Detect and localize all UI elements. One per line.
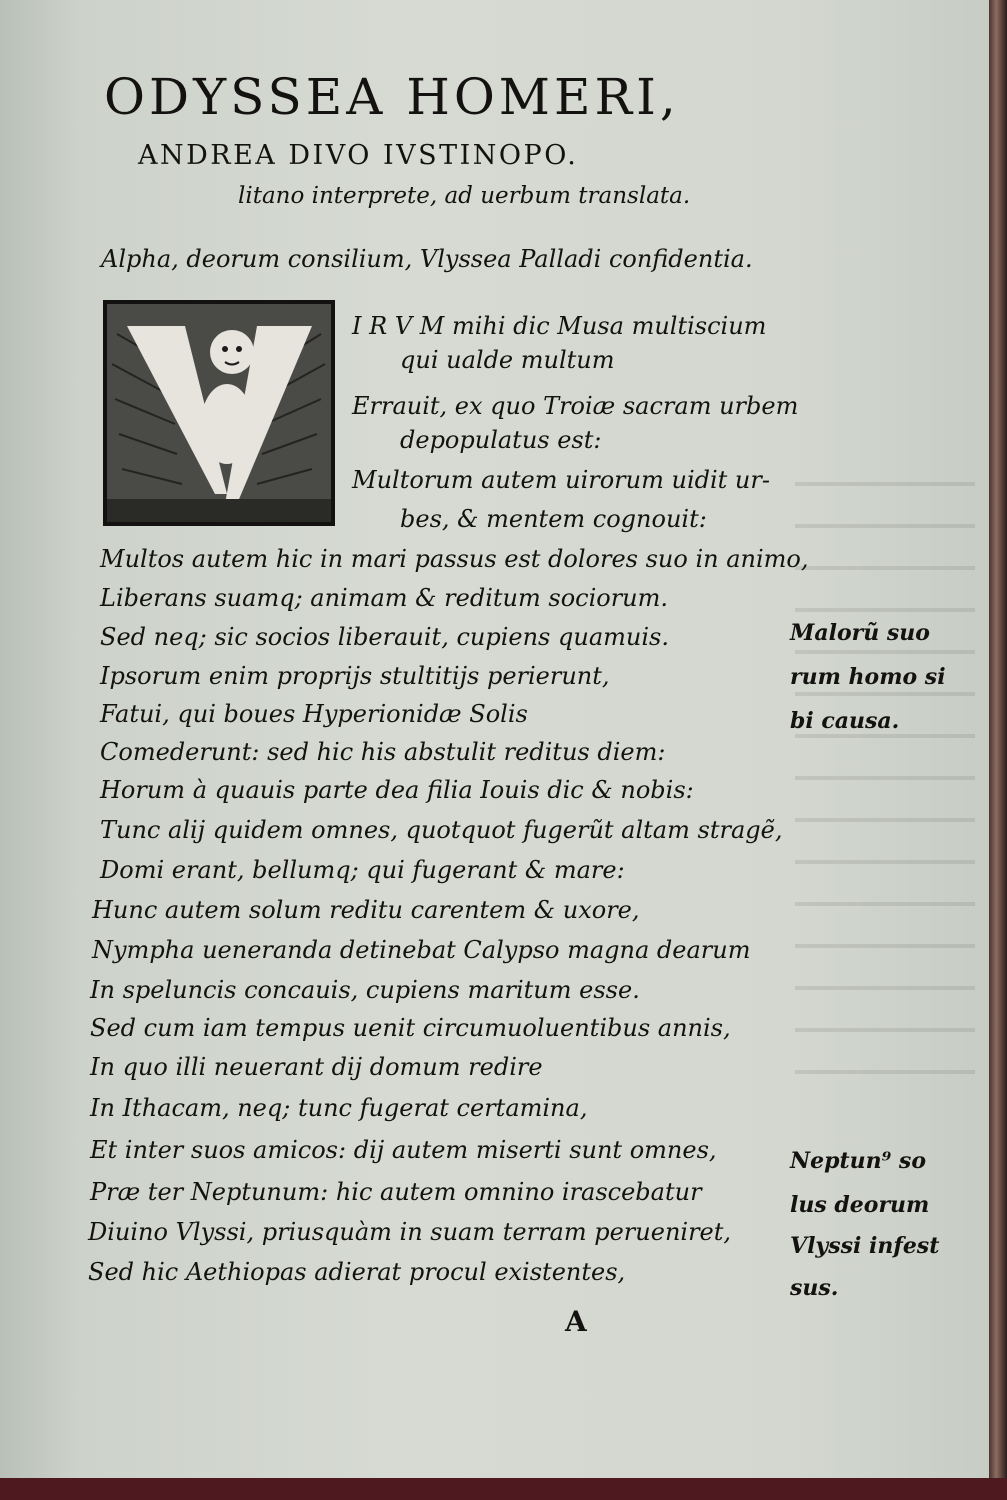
margin-note-line: bi causa. — [790, 708, 900, 734]
verse-line: Horum à quauis parte dea filia Iouis dic & nobis: — [100, 776, 694, 804]
verse-line: In Ithacam, neq; tunc fugerat certamina, — [90, 1094, 588, 1122]
margin-note-line: Neptun⁹ so — [790, 1148, 926, 1174]
verse-line: Hunc autem solum reditu carentem & uxore, — [92, 896, 640, 924]
translator-line-continued: litano interprete, ad uerbum translata. — [238, 183, 691, 209]
verse-line: Diuino Vlyssi, priusquàm in suam terram perueniret, — [88, 1218, 732, 1246]
woodcut-initial — [103, 300, 335, 526]
bleed-through-text — [795, 460, 975, 1110]
verse-line: Nympha ueneranda detinebat Calypso magna dearum — [92, 936, 751, 964]
verse-line: Multos autem hic in mari passus est dolores suo in animo, — [100, 545, 809, 573]
verse-line: Fatui, qui boues Hyperionidæ Solis — [100, 700, 528, 728]
margin-note-line: lus deorum — [790, 1192, 930, 1218]
verse-line: Domi erant, bellumq; qui fugerant & mare: — [100, 856, 625, 884]
margin-note-line: Malorũ suo — [790, 620, 930, 646]
margin-note-line: rum homo si — [790, 664, 946, 690]
verse-line: I R V M mihi dic Musa multiscium — [352, 312, 767, 340]
woodcut-initial-v-icon — [107, 304, 331, 522]
verse-line: Sed neq; sic socios liberauit, cupiens quamuis. — [100, 623, 669, 651]
margin-note-line: sus. — [790, 1275, 839, 1301]
verse-line: Sed hic Aethiopas adierat procul existentes, — [88, 1258, 626, 1286]
verse-line: Et inter suos amicos: dij autem miserti sunt omnes, — [90, 1136, 717, 1164]
verse-line: In speluncis concauis, cupiens maritum esse. — [90, 976, 640, 1004]
book-spine — [989, 0, 1007, 1500]
book-argument: Alpha, deorum consilium, Vlyssea Palladi confidentia. — [101, 245, 753, 273]
verse-line: Præ ter Neptunum: hic autem omnino irascebatur — [90, 1178, 702, 1206]
verse-line: Liberans suamq; animam & reditum sociorum. — [100, 584, 669, 612]
margin-note-line: Vlyssi infest — [790, 1233, 940, 1259]
verse-line: bes, & mentem cognouit: — [400, 505, 707, 533]
verse-line: Tunc alij quidem omnes, quotquot fugerũt altam stragẽ, — [100, 816, 783, 844]
page-title: ODYSSEA HOMERI, — [104, 68, 680, 126]
verse-line: depopulatus est: — [400, 426, 602, 454]
verse-line: Ipsorum enim proprijs stultitijs perierunt, — [100, 662, 610, 690]
verse-line: In quo illi neuerant dij domum redire — [90, 1053, 543, 1081]
signature-mark: A — [565, 1305, 587, 1338]
verse-line: Errauit, ex quo Troiæ sacram urbem — [352, 392, 799, 420]
verse-line: Multorum autem uirorum uidit ur- — [352, 466, 770, 494]
page-bottom-edge — [0, 1478, 1007, 1500]
translator-line: ANDREA DIVO IVSTINOPO. — [138, 140, 579, 171]
verse-line: Sed cum iam tempus uenit circumuoluentibus annis, — [90, 1014, 731, 1042]
verse-line: Comederunt: sed hic his abstulit reditus diem: — [100, 738, 666, 766]
verse-line: qui ualde multum — [400, 346, 615, 374]
